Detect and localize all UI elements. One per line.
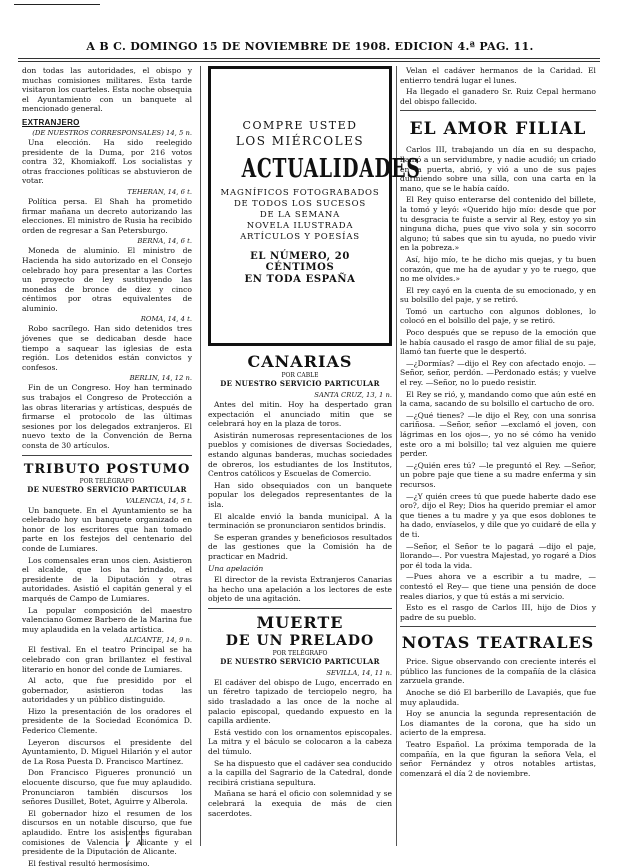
- headline-amor-filial: EL AMOR FILIAL: [409, 119, 587, 140]
- subhead: POR TELÉGRAFO: [79, 477, 135, 485]
- article-festival-2: Al acto, que fue presidido por el gobernador, asistieron todas las autoridades y un público distinguido.: [22, 676, 192, 705]
- headline-tributo: TRIBUTO POSTUMO: [23, 461, 191, 477]
- article-eleccion: Una elección. Ha sido reelegido presidente de la Duma, por 216 votos contra 32, Khomiakoff. Los socialistas y otras fracciones políticas se abstuvieron de votar.: [22, 137, 192, 186]
- article-amor-7: —¿Dormías? —dijo el Rey con afectado enojo. —Señor, señor, perdón. —Perdonado estás; y vuelve el rey. —Señor, no lo puedo resistir.: [400, 358, 596, 388]
- ad-line: DE LA SEMANA: [259, 210, 341, 220]
- subhead: POR TELÉGRAFO: [272, 649, 328, 657]
- subhead: DE NUESTRO SERVICIO PARTICULAR: [27, 484, 187, 494]
- article-prelado-3: Se ha dispuesto que el cadáver sea conducido a la capilla del Sagrario de la Catedral, donde recibirá cristiana sepultura.: [208, 758, 392, 787]
- article-amor-14: Esto es el rasgo de Carlos III, hijo de Dios y padre de su pueblo.: [400, 603, 596, 622]
- article-prelado-2: Está vestido con los ornamentos episcopales. La mitra y el báculo se colocaron a la cabeza del túmulo.: [208, 727, 392, 757]
- headline-muerte: MUERTE: [256, 612, 344, 632]
- article-amor-4: El rey cayó en la cuenta de su emocionado, y en su bolsillo del paje, y se retiró.: [400, 285, 596, 305]
- header-rule-2: [18, 61, 600, 62]
- separator: [208, 608, 392, 609]
- column-2: [208, 66, 421, 846]
- section-extranjero: EXTRANJERO: [22, 117, 80, 127]
- article-festival-7: El festival resultó hermosísimo.: [28, 858, 150, 868]
- article-amor-2: El Rey quiso enterarse del contenido del billete, la tomó y leyó: «Querido hijo mío: desde que por tu desgracia te fuiste a servir al Rey, estoy yo sin ninguna dicha, pues que vivo sola y sin socorro alguno; tú sabes que sin tu ayuda, no puedo vivir en la pobreza.»: [400, 195, 596, 253]
- article-amor: Carlos III, trabajando un día en su despacho, llamó a un servidumbre, y nadie acudió; un criado en la puerta, abrió, y vió a uno de sus pajes durmiendo sobre una silla, con una carta en la mano, que se le había caído.: [400, 145, 596, 193]
- headline-notas-teatrales: NOTAS TEATRALES: [401, 633, 595, 653]
- article-amor-8: El Rey se rió, y, mandando como que aún esté en la cama, sacando de su bolsillo el cartucho de oro.: [400, 389, 596, 409]
- article-apelacion-title: Una apelación: [208, 563, 264, 573]
- header-rule: [18, 58, 600, 59]
- intro-text: Velan el cadáver hermanos de la Caridad. El entierro tendrá lugar el lunes.: [400, 66, 596, 85]
- dateline: TEHERAN, 14, 6 t.: [127, 187, 192, 196]
- headline-prelado: DE UN PRELADO: [225, 632, 375, 649]
- article-price-3: Hoy se anuncia la segunda representación de Los diamantes de la corona, que ha sido un acierto de la empresa.: [400, 709, 596, 738]
- article-robo: Robo sacrílego. Han sido detenidos tres jóvenes que se dedicaban desde hace tiempo a saquear las iglesias de esta región. Los detenidos están convictos y confesos.: [22, 324, 192, 372]
- article-amor-9: —¿Qué tienes? —le dijo el Rey, con una sonrisa cariñosa. —Señor, señor —exclamó el joven, con lágrimas en los ojos—, yo no sé cómo ha venido este oro a mi bolsillo; tal vez alguien me quiere perder.: [400, 410, 596, 459]
- article-persia: Política persa. El Shah ha prometido firmar mañana un decreto autorizando las elecciones. El ministro de Rusia ha recibido orden de regresar a San Petersburgo.: [22, 196, 192, 235]
- ad-line: ARTÍCULOS Y POESÍAS: [240, 232, 360, 242]
- dateline: ALICANTE, 14, 9 n.: [124, 636, 192, 645]
- top-rule: [14, 4, 100, 5]
- article-price: Price. Sigue observando con creciente interés el público las funciones de la compañía de la clásica zarzuela grande.: [400, 657, 596, 686]
- article-amor-11: —¿Y quién crees tú que puede haberte dado ese oro?, dijo el Rey; Dios ha querido premiar el amor que tienes a tu madre y ya que esos doblones te ha dado, envíaselos, y dile que yo cuidaré de ella y de ti.: [400, 491, 596, 539]
- article-espanol: Teatro Español. La próxima temporada de la compañía, en la que figuran la señora Vela, el señor Fernández y otros notables artistas, comenzará el día 2 de noviembre.: [400, 740, 596, 778]
- article-amor-12: —Señor, el Señor te lo pagará —dijo el paje, llorando—. Por vuestra Majestad, yo rogaré a Dios por él toda la vida.: [400, 541, 596, 570]
- article-banquete-3: La popular composición del maestro valenciano Gomez Barbero de la Marina fue muy aplaudida en la velada artística.: [22, 605, 192, 634]
- ad-line: DE TODOS LOS SUCESOS: [233, 199, 367, 209]
- article-prelado-4: Mañana se hará el oficio con solemnidad y se celebrará la exequia de más de cien sacerdotes.: [208, 789, 392, 818]
- advertisement-box: [208, 66, 421, 346]
- article-banquete: Un banquete. En el Ayuntamiento se ha celebrado hoy un banquete organizado en honor de los escritores que han tomado parte en los festejos del centenario del conde de Lumiares.: [22, 505, 192, 553]
- article-amor-5: Tomó un cartucho con algunos doblones, lo colocó en el bolsillo del paje, y se retiró.: [400, 306, 596, 326]
- article-festival: El festival. En el teatro Principal se ha celebrado con gran brillantez el festival literario en honor del conde de Lumiares.: [22, 645, 192, 674]
- dateline: ROMA, 14, 4 t.: [140, 315, 192, 324]
- separator: [22, 455, 192, 456]
- article-aluminio: Moneda de aluminio. El ministro de Hacienda ha sido autorizado en el Consejo celebrado hoy para presentar a las Cortes un proyecto de ley sustituyendo las monedas de bronce de diez y cinco céntimos por otras equivalentes de aluminio.: [22, 246, 192, 313]
- article-amor-3: Así, hijo mío, te he dicho mis quejas, y tu buen corazón, que me ha de ayudar y yo te ruego, que no me olvides.»: [400, 254, 596, 284]
- bottom-mark: [126, 826, 142, 846]
- ad-title: ACTUALIDADES: [241, 154, 421, 184]
- article-festival-6: El gobernador hizo el resumen de los discursos en un notable discurso, que fue aplaudido. Entre los asistentes figuraban comisiones de Valencia y Alicante y el presidente de la Diputación de Alicante.: [22, 808, 192, 857]
- ad-line: COMPRE USTED: [242, 119, 358, 132]
- subhead: DE NUESTRO SERVICIO PARTICULAR: [220, 656, 380, 666]
- article-apelacion: El director de la revista Extranjeros Canarias ha hecho una apelación a los lectores de este objeto de una agitación.: [208, 575, 392, 604]
- article-mitin-5: Se esperan grandes y beneficiosos resultados de las gestiones que la Comisión ha de practicar en Madrid.: [208, 532, 392, 561]
- article-amor-6: Poco después que se repuso de la emoción que le había causado el rasgo de amor filial de su paje, llamó tan fuerte que le despertó.: [400, 328, 596, 357]
- article-mitin-4: El alcalde envió la banda municipal. A la terminación se pronunciaron sentidos brindis.: [208, 511, 392, 531]
- article-amor-13: —Pues ahora ve a escribir a tu madre, —contestó el Rey— que tiene una pensión de doce reales diarios, y que tú estás a mi servicio.: [400, 572, 596, 601]
- article-festival-3: Hizo la presentación de los oradores el presidente de la Sociedad Económica D. Federico Clemente.: [22, 706, 192, 736]
- dateline: SANTA CRUZ, 13, 1 n.: [314, 391, 392, 399]
- ad-line: MAGNÍFICOS FOTOGRABADOS: [220, 188, 380, 198]
- dateline: BERLIN, 14, 12 n.: [129, 374, 192, 383]
- article-congreso: Fin de un Congreso. Hoy han terminado sus trabajos el Congreso de Protección a las obras literarias y artísticas, después de firmarse el protocolo de las últimas sesiones por los delegados extranjeros. El nuevo texto de la Convención de Berna consta de 30 artículos.: [22, 383, 192, 450]
- column-divider-1: [200, 66, 201, 846]
- ad-line: NOVELA ILUSTRADA: [246, 221, 354, 231]
- article-prelado: El cadáver del obispo de Lugo, encerrado en un féretro tapizado de terciopelo negro, ha sido trasladado a las once de la noche al palacio episcopal, quedando expuesto en la capilla ardiente.: [208, 677, 392, 726]
- dateline: VALENCIA, 14, 5 t.: [125, 496, 192, 505]
- ad-line: LOS MIÉRCOLES: [235, 134, 365, 148]
- separator: [400, 110, 596, 111]
- dateline: (DE NUESTROS CORRESPONSALES) 14, 5 n.: [32, 128, 192, 137]
- subhead: POR CABLE: [281, 372, 319, 379]
- page-header: A B C. DOMINGO 15 DE NOVIEMBRE DE 1908. EDICION 4.ª PAG. 11.: [86, 40, 534, 53]
- article-price-2: Anoche se dió El barberillo de Lavapiés, que fue muy aplaudida.: [400, 688, 596, 707]
- article-mitin-3: Han sido obsequiados con un banquete popular los delegados representantes de la isla.: [208, 480, 392, 509]
- article-mitin-2: Asistirán numerosas representaciones de los pueblos y comisiones de diversas Sociedades, estando algunas banderas, muchas sociedades de obreros, los estudiantes de los Institutos, Centros católicos y Escuelas de Comercio.: [208, 430, 392, 479]
- article-amor-10: —¿Quién eres tú? —le preguntó el Rey. —Señor, un pobre paje que tiene a su madre enferma y sin recursos.: [400, 460, 596, 489]
- ad-price: EL NÚMERO, 20 CÉNTIMOS: [250, 251, 350, 273]
- column-1: [22, 66, 192, 868]
- article-mitin: Antes del mitin. Hoy ha despertado gran expectación el anunciado mitin que se celebrará hoy en la plaza de toros.: [208, 400, 392, 429]
- column-3: [400, 66, 596, 846]
- dateline: SEVILLA, 14, 11 n.: [326, 668, 392, 677]
- subhead: DE NUESTRO SERVICIO PARTICULAR: [220, 379, 380, 388]
- article-banquete-2: Los comensales eran unos cien. Asistieron el alcalde, que los ha brindado, el presidente de la Diputación y otras autoridades. Asistió el capitán general y el marqués de Campo de Lumiares.: [22, 555, 192, 603]
- separator: [400, 626, 596, 627]
- intro-text-2: Ha llegado el ganadero Sr. Ruiz Cepal hermano del obispo fallecido.: [400, 87, 596, 106]
- article-festival-5: Don Francisco Figueres pronunció un elocuente discurso, que fue muy aplaudido. Pronunciaron también discursos los señores Dusillet, Botet, Aguirre y Alberola.: [22, 768, 192, 807]
- intro-text: don todas las autoridades, el obispo y muchas comisiones militares. Esta tarde visitaron los cuarteles. Esta noche obsequia el Ayuntamiento con un banquete al mencionado general.: [22, 66, 192, 114]
- dateline: BERNA, 14, 6 t.: [137, 237, 192, 246]
- ad-line: EN TODA ESPAÑA: [244, 274, 356, 285]
- headline-canarias: CANARIAS: [247, 352, 353, 371]
- article-festival-4: Leyeron discursos el presidente del Ayuntamiento, D. Miguel Hilarión y el autor de La Rosa Puesta D. Francisco Martínez.: [22, 737, 192, 766]
